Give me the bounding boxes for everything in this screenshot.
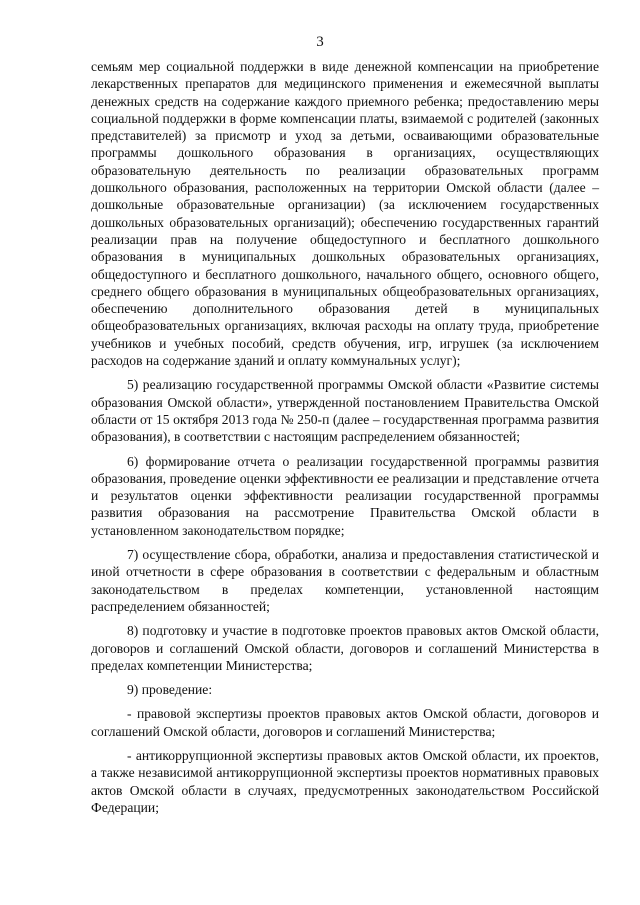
document-body (91, 58, 599, 823)
paragraph-continuation: семьям мер социальной поддержки в виде денежной компенсации на приобретение лекарственных препаратов для медицинского применения и ежемесячной выплаты денежных средств на содержание каждого приемного ребенка; предоставлению меры социальной поддержки в форме компенсации платы, взимаемой с родителей (законных представителей) за присмотр и уход за детьми, осваивающими образовательные программы дошкольного образования в организациях, осуществляющих образовательную деятельность по реализации образовательных программ дошкольного образования, расположенных на территории Омской области (далее – дошкольные образовательные организации) (за исключением государственных дошкольных образовательных организаций); обеспечению государственных гарантий реализации прав на получение общедоступного и бесплатного дошкольного образования в муниципальных дошкольных образовательных организациях, общедоступного и бесплатного дошкольного, начального общего, основного общего, среднего общего образования в муниципальных общеобразовательных организациях, обеспечению дополнительного образования детей в муниципальных общеобразовательных организациях, включая расходы на оплату труда, приобретение учебников и учебных пособий, средств обучения, игр, игрушек (за исключением расходов на содержание зданий и оплату коммунальных услуг); (91, 59, 599, 369)
paragraph-item-5: 5) реализацию государственной программы Омской области «Развитие системы образования Омской области», утвержденной постановлением Правительства Омской области от 15 октября 2013 года № 250-п (далее – государственная программа развития образования), в соответствии с настоящим распределением обязанностей; (91, 377, 599, 445)
paragraph-item-8: 8) подготовку и участие в подготовке проектов правовых актов Омской области, договоров и соглашений Омской области, договоров и соглашений Министерства в пределах компетенции Министерства; (91, 623, 599, 673)
paragraph-item-7: 7) осуществление сбора, обработки, анализа и предоставления статистической и иной отчетности в сфере образования в соответствии с федеральным и областным законодательством в пределах компетенции, установленной настоящим распределением обязанностей; (91, 547, 599, 614)
paragraph-subitem-legal-review: - правовой экспертизы проектов правовых актов Омской области, договоров и соглашений Омской области, договоров и соглашений Министерства; (91, 706, 599, 739)
paragraph-item-6: 6) формирование отчета о реализации государственной программы развития образования, проведение оценки эффективности ее реализации и представление отчета и результатов оценки эффективности реализации государственной программы развития образования на рассмотрение Правительства Омской области в установленном законодательством порядке; (91, 453, 599, 538)
page-number: 3 (316, 34, 324, 50)
paragraph-item-9: 9) проведение: (127, 682, 213, 698)
paragraph-subitem-anticorruption-review: - антикоррупционной экспертизы правовых актов Омской области, их проектов, а также независимой антикоррупционной экспертизы проектов нормативных правовых актов Омской области в случаях, предусмотренных законодательством Российской Федерации; (91, 747, 599, 815)
